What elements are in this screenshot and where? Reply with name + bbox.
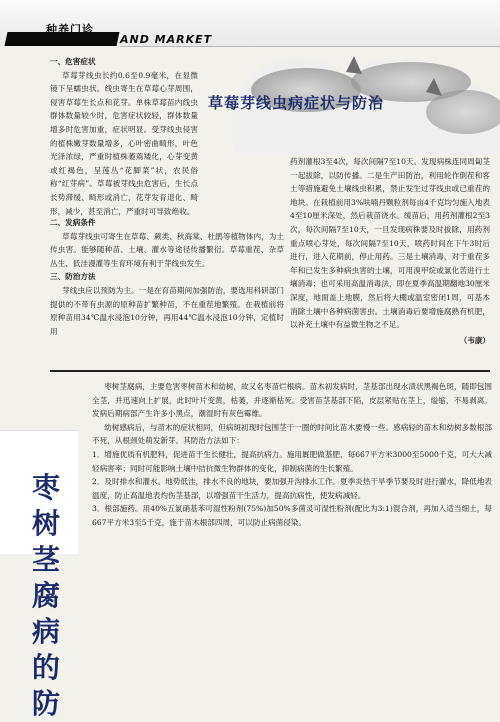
section-category: 种养门诊 (46, 23, 94, 36)
method-item-3: 3．根部施药。用40%五氯硝基苯可湿性粉剂(75%)加50%多菌灵可湿性粉剂(配比为3:1)混合剂，再加入适当细土，每667平方米3至5千克，施于苗木根部四周，可以防止病菌侵染。 (92, 504, 492, 527)
second-article-body (92, 380, 492, 530)
article-author: （韦康） (459, 335, 490, 345)
section-heading-control: 三、防治方法 (50, 272, 96, 282)
control-paragraph: 芽线虫应以预防为主。一是在育苗期间加强防治，要选用科研部门提供的不带有虫源的原种苗扩繁种苗，不在重茬地繁殖。在栽植前将原种苗用34℃温水浸泡10分钟，再用44℃温水浸泡10分钟，定植时用 (50, 285, 284, 336)
second-article-title: 枣树茎腐病的防 (31, 471, 60, 720)
section-heading-conditions: 二、发病条件 (50, 218, 96, 227)
symptoms-paragraph: 草莓芽线虫长约0.6至0.9毫米，在显微镜下呈蠕虫状。线虫寄生在草莓心芽周围，侵害草莓生长点和花芽。单株草莓苗内线虫群体数量较少时，危害症状较轻，群体数量增多时危害加重，症状明显。受芽线虫侵害的植株嫩芽数量增多，心叶密曲畸形，叶色光泽浓绿，严重时植株萎蔫矮化，心芽变黄或红褐色，呈莲丛“花脚菜”状，农民俗称“红芽病”。草莓被芽线虫危害后，生长点长势滞缓、畸形或消亡，花芽发育退化、畸形，减少，甚至消亡，严重时可导致绝收。 (50, 70, 198, 216)
article-left-column (50, 55, 198, 216)
second-article-paragraph-2: 幼树感病后，与苗木的症状相同，但病斑初现时包围茎干一圈的时间比苗木要慢一些。感病轻的苗木和幼树多数根部不死，从根颈处萌发新芽。其防治方法如下： (92, 422, 492, 446)
article-divider (50, 370, 490, 372)
article-wide-column (50, 160, 284, 338)
section-heading-symptoms: 一、危害症状 (50, 57, 96, 66)
control-continued-paragraph: 药剂灌根3至4次，每次间隔7至10天。发现病株连同周匐茎一起拔除，以防传播。二是生产田防治，利用轮作倒茬和客土等措施避免土壤线虫积累，禁止发生过芽线虫或已重茬的地块。在栽植前用3%呋喃丹颗粒剂每亩4千克均匀施入地表4至10厘米深处，然后栽苗浇水。缓苗后，用药剂灌根2至3次，每次间隔7至10天，一旦发现病株要及时拔除，用药剂重点喷心芽处，每次间隔7至10天，喷药时间在下午3时后进行，进入花期前，停止用药。三是土壤消毒，对于重茬多年和已发生多种病虫害的土壤，可用溴甲烷或氯化苦进行土壤消毒；也可采用高温消毒法，即在夏季高温期翻地30厘米深度，地面盖上地膜，然后将大棚或温室密闭1周，可基本消除土壤中各种病菌害虫。土壤消毒后要增施腐熟有机肥，以补充土壤中有益微生物之不足。 (290, 157, 490, 330)
section-market-label: AND MARKET (120, 33, 213, 46)
method-item-2: 2．及时排水和灌水。地势低洼，排水不良的地块，要加强开沟排水工作。夏季炎热干旱季节要及时进行灌水，降低地表温度，防止高温地表灼伤茎基部，以增强苗干生活力，提高抗病性，使发病减轻。 (92, 477, 492, 500)
conditions-paragraph: 草莓芽线虫可寄生在草莓、蕨类、秋海棠、杜鹃等植物体内，为土传虫害。能够随种苗、土壤、灌水等途径传播繁衍。草莓重茬、杂草丛生、低洼漫灌等生育环境有利于芽线虫发生。 (50, 231, 284, 268)
article-right-column (290, 155, 490, 347)
article-title: 草莓芽线虫病症状与防治 (208, 94, 385, 112)
method-item-1: 1．增施优质有机肥料，促进苗干生长健壮，提高抗病力。施用厩肥做基肥，每667平方米3000至5000千克，可大大减轻病害率；同时可能影响土壤中拮抗微生物群体的变化，抑制病菌的生长繁殖。 (92, 449, 492, 473)
second-article-paragraph-1: 枣树茎腐病，主要危害枣树苗木和幼树，故又名枣苗烂根病。苗木初发病时，茎基部出现水渍状黑褐色斑，随即包围全茎，并迅速向上扩展，此时叶片变黄，枯萎，并逐渐枯死。受害苗茎基部下陷，皮层紧贴在茎上，缢缩，不易剥离。发病后期病部产生许多小黑点，潮湿时有灰色霉维。 (92, 382, 492, 419)
header-rule (120, 46, 500, 47)
